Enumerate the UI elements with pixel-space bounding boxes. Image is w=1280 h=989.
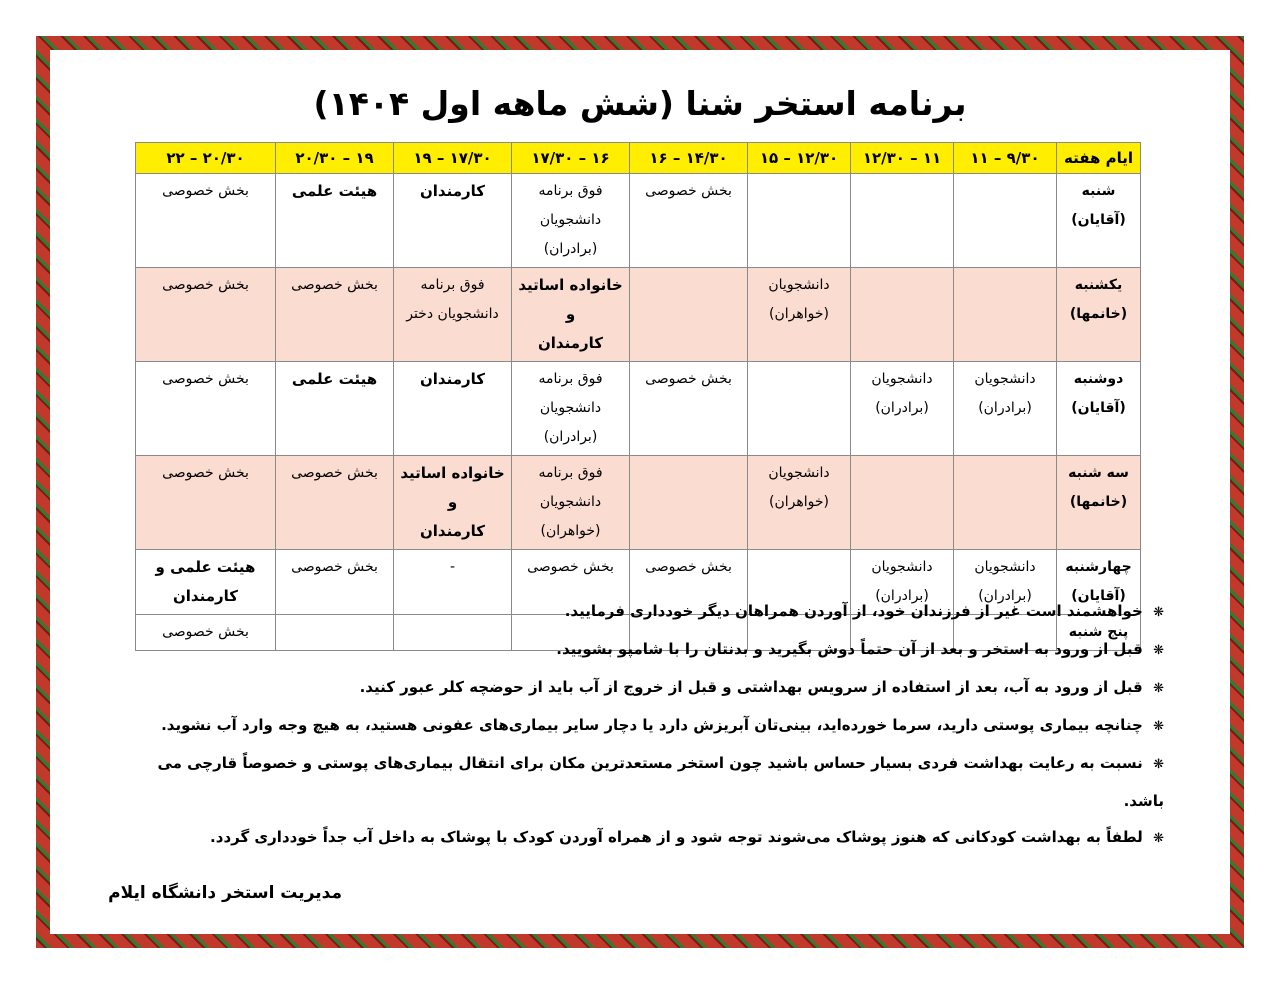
cell-text: (برادران) xyxy=(543,429,598,445)
bullet-icon: ❋ xyxy=(1153,757,1164,772)
schedule-cell xyxy=(276,174,394,268)
cell-text: (برادران) xyxy=(978,588,1032,604)
schedule-cell xyxy=(851,174,954,268)
day-label: سه شنبه xyxy=(1068,465,1129,481)
schedule-cell xyxy=(630,174,748,268)
schedule-cell xyxy=(512,174,630,268)
day-label: (آقایان) xyxy=(1071,588,1126,604)
note-text: نسبت به رعایت بهداشت فردی بسیار حساس باشید چون استخر مستعدترین مکان برای انتقال بیماری‌های پوستی و خصوصاً قارچی می باشد. xyxy=(157,754,1164,810)
cell-text: کارمندان xyxy=(419,182,485,200)
cell-text: هیئت علمی xyxy=(291,182,378,200)
cell-text: دانشجویان xyxy=(974,559,1036,575)
cell-text: خانواده اساتید و xyxy=(400,464,505,511)
header-timeslot: ۱۹ – ۲۰/۳۰ xyxy=(276,143,394,174)
cell-text: بخش خصوصی xyxy=(645,371,732,387)
cell-text: بخش خصوصی xyxy=(162,183,249,199)
schedule-cell xyxy=(394,362,512,456)
cell-text: بخش خصوصی xyxy=(291,277,378,293)
schedule-cell xyxy=(276,456,394,550)
signature: مدیریت استخر دانشگاه ایلام xyxy=(108,883,342,903)
cell-text: بخش خصوصی xyxy=(162,465,249,481)
schedule-cell xyxy=(748,268,851,362)
cell-text: بخش خصوصی xyxy=(291,465,378,481)
schedule-cell xyxy=(136,456,276,550)
notes-list xyxy=(116,593,1164,857)
schedule-cell xyxy=(748,456,851,550)
header-days: ایام هفته xyxy=(1057,143,1141,174)
schedule-cell xyxy=(136,268,276,362)
day-label: پنج شنبه xyxy=(1068,624,1129,640)
cell-text: کارمندان xyxy=(419,522,485,540)
cell-text: بخش خصوصی xyxy=(527,559,614,575)
table-header-row xyxy=(136,143,1141,174)
schedule-cell xyxy=(276,362,394,456)
header-timeslot: ۱۱ – ۱۲/۳۰ xyxy=(851,143,954,174)
note-item xyxy=(116,707,1164,745)
cell-text: کارمندان xyxy=(172,587,238,605)
note-item xyxy=(116,745,1164,819)
bullet-icon: ❋ xyxy=(1153,719,1164,734)
cell-text: (برادران) xyxy=(543,241,598,257)
day-label: (خانمها) xyxy=(1069,306,1128,322)
day-label: چهارشنبه xyxy=(1065,559,1132,575)
bullet-icon: ❋ xyxy=(1153,605,1164,620)
header-timeslot: ۲۰/۳۰ – ۲۲ xyxy=(136,143,276,174)
day-label: (خانمها) xyxy=(1069,494,1128,510)
cell-text: بخش خصوصی xyxy=(291,559,378,575)
note-text: قبل از ورود به استخر و بعد از آن حتماً دوش بگیرید و بدنتان را با شامپو بشویید. xyxy=(556,640,1143,658)
cell-text: (خواهران) xyxy=(769,494,829,510)
cell-text: فوق برنامه xyxy=(538,465,603,481)
cell-text: بخش خصوصی xyxy=(162,624,249,640)
table-row xyxy=(136,456,1141,550)
note-item xyxy=(116,631,1164,669)
schedule-cell xyxy=(512,362,630,456)
cell-text: دانشجویان xyxy=(768,277,830,293)
cell-text: هیئت علمی و xyxy=(155,558,256,576)
bullet-icon: ❋ xyxy=(1153,831,1164,846)
note-item xyxy=(116,593,1164,631)
schedule-cell xyxy=(512,268,630,362)
cell-text: - xyxy=(449,559,456,575)
cell-text: (خواهران) xyxy=(769,306,829,322)
schedule-cell xyxy=(630,268,748,362)
schedule-cell xyxy=(512,456,630,550)
day-cell xyxy=(1057,362,1141,456)
header-timeslot: ۹/۳۰ – ۱۱ xyxy=(954,143,1057,174)
note-text: لطفاً به بهداشت کودکانی که هنوز پوشاک می‌شوند توجه شود و از همراه آوردن کودک با پوشاک به داخل آب جداً خودداری گردد. xyxy=(210,828,1143,846)
cell-text: (برادران) xyxy=(875,400,929,416)
schedule-cell xyxy=(954,362,1057,456)
cell-text: دانشجویان xyxy=(539,400,602,416)
schedule-cell xyxy=(748,174,851,268)
cell-text: بخش خصوصی xyxy=(645,559,732,575)
bullet-icon: ❋ xyxy=(1153,643,1164,658)
schedule-cell xyxy=(276,268,394,362)
day-label: شنبه xyxy=(1081,183,1116,199)
schedule-cell xyxy=(851,362,954,456)
schedule-cell xyxy=(394,268,512,362)
table-row xyxy=(136,268,1141,362)
day-cell xyxy=(1057,268,1141,362)
cell-text: دانشجویان xyxy=(539,212,602,228)
schedule-table xyxy=(135,142,1141,651)
cell-text: فوق برنامه xyxy=(420,277,485,293)
schedule-cell xyxy=(630,362,748,456)
cell-text: فوق برنامه xyxy=(538,371,603,387)
note-item xyxy=(116,669,1164,707)
schedule-cell xyxy=(954,174,1057,268)
schedule-cell xyxy=(136,174,276,268)
day-cell xyxy=(1057,174,1141,268)
cell-text: هیئت علمی xyxy=(291,370,378,388)
header-timeslot: ۱۶ – ۱۷/۳۰ xyxy=(512,143,630,174)
note-text: خواهشمند است غیر از فرزندان خود، از آوردن همراهان دیگر خودداری فرمایید. xyxy=(564,602,1143,620)
header-timeslot: ۱۷/۳۰ – ۱۹ xyxy=(394,143,512,174)
cell-text: دانشجویان xyxy=(871,371,933,387)
cell-text: فوق برنامه xyxy=(538,183,603,199)
schedule-cell xyxy=(394,174,512,268)
schedule-cell xyxy=(394,456,512,550)
day-label: یکشنبه xyxy=(1074,277,1123,293)
day-label: دوشنبه xyxy=(1073,371,1124,387)
schedule-cell xyxy=(630,456,748,550)
cell-text: دانشجویان xyxy=(539,494,602,510)
day-label: (آقایان) xyxy=(1071,212,1126,228)
header-timeslot: ۱۲/۳۰ – ۱۵ xyxy=(748,143,851,174)
cell-text: (برادران) xyxy=(875,588,929,604)
cell-text: کارمندان xyxy=(537,334,603,352)
note-text: چنانچه بیماری پوستی دارید، سرما خورده‌اید، بینی‌تان آبریزش دارد یا دچار سایر بیماری‌های عفونی هستید، به هیچ وجه وارد آب نشوید. xyxy=(161,716,1143,734)
schedule-cell xyxy=(136,362,276,456)
header-timeslot: ۱۴/۳۰ – ۱۶ xyxy=(630,143,748,174)
schedule-cell xyxy=(954,456,1057,550)
day-label: (آقایان) xyxy=(1071,400,1126,416)
cell-text: (خواهران) xyxy=(540,523,601,539)
bullet-icon: ❋ xyxy=(1153,681,1164,696)
schedule-cell xyxy=(851,456,954,550)
cell-text: خانواده اساتید و xyxy=(518,276,623,323)
schedule-cell xyxy=(954,268,1057,362)
cell-text: کارمندان xyxy=(419,370,485,388)
cell-text: دانشجویان دختر xyxy=(406,306,499,322)
cell-text: بخش خصوصی xyxy=(162,371,249,387)
note-text: قبل از ورود به آب، بعد از استفاده از سرویس بهداشتی و قبل از خروج از آب باید از حوضچه کلر عبور کنید. xyxy=(359,678,1143,696)
cell-text: بخش خصوصی xyxy=(645,183,732,199)
table-row xyxy=(136,362,1141,456)
cell-text: دانشجویان xyxy=(768,465,830,481)
schedule-cell xyxy=(748,362,851,456)
cell-text: دانشجویان xyxy=(871,559,933,575)
cell-text: بخش خصوصی xyxy=(162,277,249,293)
cell-text: دانشجویان xyxy=(974,371,1036,387)
cell-text: (برادران) xyxy=(978,400,1032,416)
page-title: برنامه استخر شنا (شش ماهه اول ۱۴۰۴) xyxy=(313,84,967,123)
schedule-cell xyxy=(851,268,954,362)
table-row xyxy=(136,174,1141,268)
day-cell xyxy=(1057,456,1141,550)
note-item xyxy=(116,819,1164,857)
